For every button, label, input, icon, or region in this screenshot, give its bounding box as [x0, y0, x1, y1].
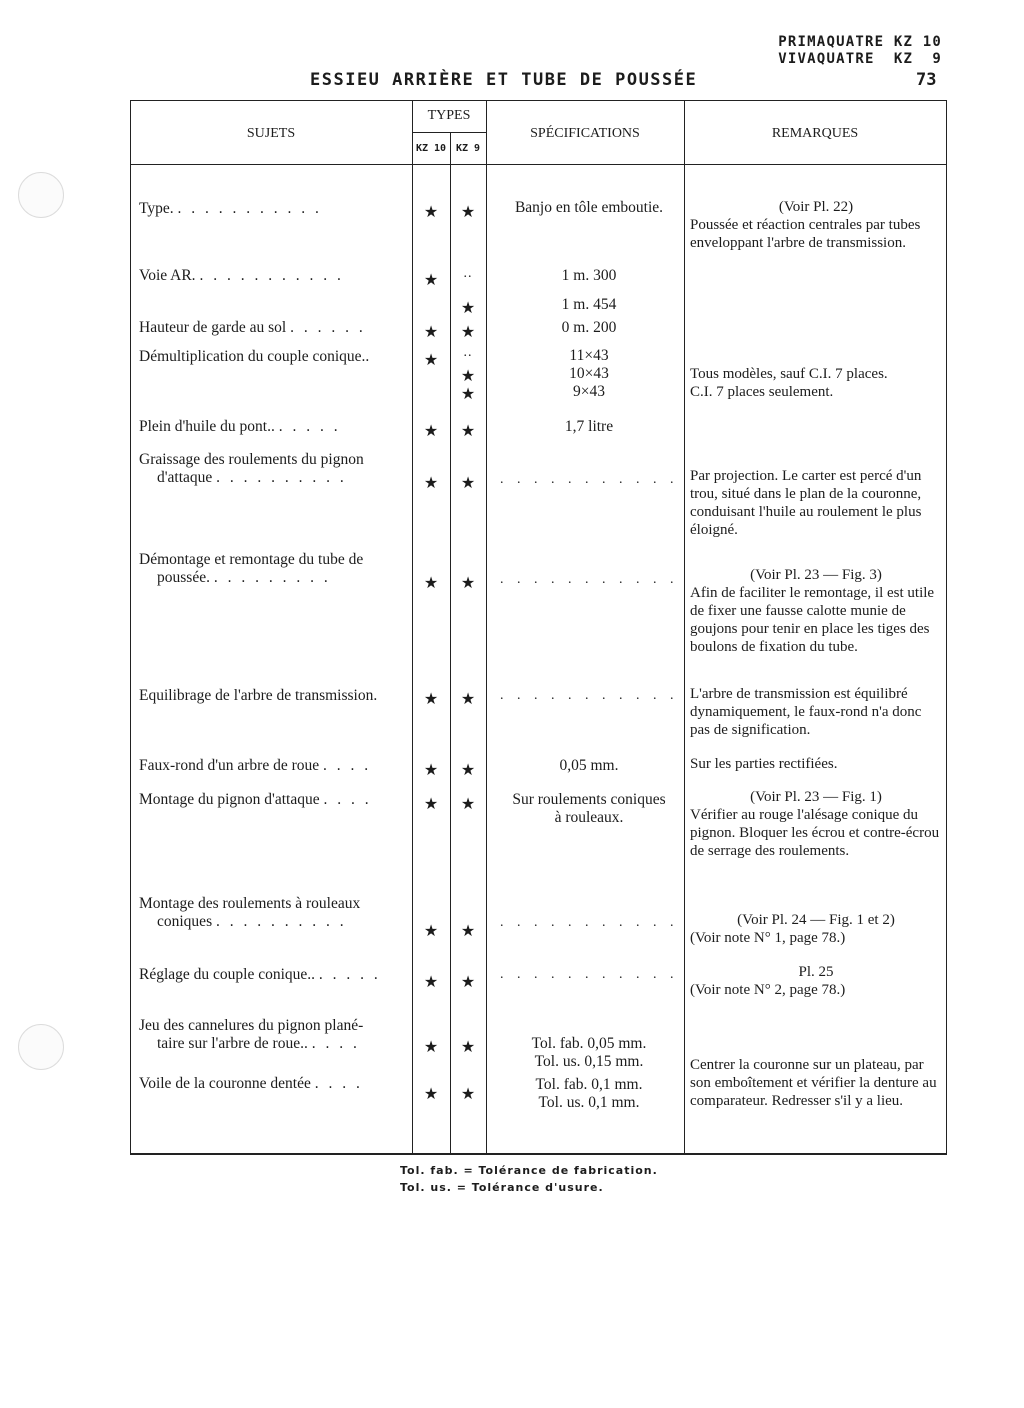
kz9-check: ★ [460, 368, 476, 385]
kz10-check: ★ [423, 923, 439, 940]
col-border-right [946, 100, 947, 1154]
kz9-check: .. [463, 345, 473, 360]
kz9-check: ★ [460, 324, 476, 341]
remark-cell: Centrer la couronne sur un plateau, par son emboîtement et vérifier la denture au comparateur. Redresser s'il y a lieu. [690, 1057, 937, 1109]
header-remarks: REMARQUES [771, 126, 859, 141]
spec-cell: 11×43 10×43 9×43 [569, 347, 609, 400]
remark-cell: Sur les parties rectifiées. [690, 756, 838, 772]
remark-cell: (Voir Pl. 23 — Fig. 3) Afin de faciliter le remontage, il est utile de fixer une fausse calotte munie de goujons pour tenir en place les tiges des boulons de fixation du tube. [690, 567, 935, 655]
kz9-check: ★ [460, 386, 476, 403]
col-border-spec [486, 100, 487, 1154]
table-row-subject: Démontage et remontage du tube de poussée. . . . . . . . . . [139, 551, 364, 586]
remark-cell: L'arbre de transmission est équilibré dynamiquement, le faux-rond n'a donc pas de signification. [690, 686, 922, 738]
spec-cell: 1 m. 300 [561, 267, 617, 284]
spec-cell: 1,7 litre [564, 418, 614, 435]
table-row-subject: Jeu des cannelures du pignon plané- taire sur l'arbre de roue.. . . . . [139, 1017, 364, 1052]
kz9-check: ★ [460, 1039, 476, 1056]
kz10-check: ★ [423, 575, 439, 592]
remark-cell: (Voir Pl. 23 — Fig. 1) Vérifier au rouge l'alésage conique du pignon. Bloquer les écrou et contre-écrou de serrage des roulements. [690, 789, 940, 859]
table-row-subject: Faux-rond d'un arbre de roue . . . . [139, 757, 372, 774]
kz9-check: ★ [460, 204, 476, 221]
col-border-remarks [684, 100, 685, 1154]
kz9-check: ★ [460, 1086, 476, 1103]
table-row-subject: Type. . . . . . . . . . . . [139, 200, 322, 217]
kz10-check: ★ [423, 272, 439, 289]
kz9-check: ★ [460, 762, 476, 779]
table-top-rule [130, 100, 947, 101]
kz9-check: ★ [460, 475, 476, 492]
kz10-check: ★ [423, 1039, 439, 1056]
spec-cell: Sur roulements coniques à rouleaux. [512, 791, 666, 826]
table-row-subject: Graissage des roulements du pignon d'attaque . . . . . . . . . . [139, 451, 364, 486]
kz9-check: ★ [460, 974, 476, 991]
kz9-check: ★ [460, 691, 476, 708]
spec-cell: 1 m. 454 [561, 296, 617, 313]
header-specifications: SPÉCIFICATIONS [530, 126, 640, 141]
remark-cell: (Voir Pl. 22) Poussée et réaction centrales par tubes enveloppant l'arbre de transmission. [690, 199, 921, 251]
kz9-check: .. [463, 266, 473, 281]
table-bottom-rule [130, 1153, 947, 1155]
header-subjects: SUJETS [246, 126, 296, 141]
kz10-check: ★ [423, 691, 439, 708]
spec-cell: Tol. fab. 0,05 mm. Tol. us. 0,15 mm. [531, 1035, 647, 1070]
col-border-left [130, 100, 131, 1154]
table-row-subject: Réglage du couple conique.. . . . . . [139, 966, 381, 983]
table-row-subject: Montage des roulements à rouleaux coniques . . . . . . . . . . [139, 895, 361, 930]
table-row-subject: Voie AR. . . . . . . . . . . . [139, 267, 344, 284]
spec-cell: . . . . . . . . . . . [500, 472, 679, 487]
table-row-subject: Plein d'huile du pont.. . . . . . [139, 418, 341, 435]
table-row-subject: Equilibrage de l'arbre de transmission. [139, 687, 378, 704]
kz10-check: ★ [423, 324, 439, 341]
table-row-subject: Hauteur de garde au sol . . . . . . [139, 319, 366, 336]
kz10-check: ★ [423, 1086, 439, 1103]
remark-cell: Par projection. Le carter est percé d'un trou, situé dans le plan de la couronne, conduisant l'huile au roulement le plus éloigné. [690, 468, 922, 538]
spec-cell: . . . . . . . . . . . [500, 967, 679, 982]
col-border-types [412, 100, 413, 1154]
types-split-rule [412, 132, 486, 133]
kz10-check: ★ [423, 423, 439, 440]
spec-cell: . . . . . . . . . . . [500, 915, 679, 930]
punch-hole [18, 172, 64, 218]
spec-cell: . . . . . . . . . . . [500, 688, 679, 703]
kz9-check: ★ [460, 575, 476, 592]
kz10-check: ★ [423, 475, 439, 492]
kz10-check: ★ [423, 204, 439, 221]
table-row-subject: Démultiplication du couple conique.. [139, 348, 370, 365]
spec-cell: Banjo en tôle emboutie. [514, 199, 664, 216]
header-kz10: KZ 10 [415, 143, 447, 154]
remark-cell: (Voir Pl. 24 — Fig. 1 et 2) (Voir note N° 1, page 78.) [690, 912, 895, 946]
kz9-check: ★ [460, 423, 476, 440]
col-border-kz [450, 132, 451, 1154]
header-kz9: KZ 9 [455, 143, 481, 154]
header-types: TYPES [427, 108, 471, 123]
model-line-2: VIVAQUATRE KZ 9 [778, 51, 942, 67]
spec-cell: . . . . . . . . . . . [500, 572, 679, 587]
page-title: ESSIEU ARRIÈRE ET TUBE DE POUSSÉE [310, 70, 698, 90]
spec-cell: 0 m. 200 [561, 319, 617, 336]
model-line-1: PRIMAQUATRE KZ 10 [778, 34, 942, 50]
kz10-check: ★ [423, 762, 439, 779]
footnote-fabrication: Tol. fab. = Tolérance de fabrication. [400, 1164, 658, 1177]
table-header-rule [130, 164, 947, 165]
table-row-subject: Montage du pignon d'attaque . . . . [139, 791, 372, 808]
spec-cell: Tol. fab. 0,1 mm. Tol. us. 0,1 mm. [535, 1076, 643, 1111]
kz10-check: ★ [423, 352, 439, 369]
page-number: 73 [916, 70, 937, 90]
kz9-check: ★ [460, 796, 476, 813]
spec-cell: 0,05 mm. [559, 757, 619, 774]
remark-cell: Tous modèles, sauf C.I. 7 places. C.I. 7 places seulement. [690, 366, 888, 400]
kz9-check: ★ [460, 300, 476, 317]
kz9-check: ★ [460, 923, 476, 940]
table-row-subject: Voile de la couronne dentée . . . . [139, 1075, 363, 1092]
kz10-check: ★ [423, 796, 439, 813]
remark-cell: Pl. 25 (Voir note N° 2, page 78.) [690, 964, 846, 998]
footnote-usure: Tol. us. = Tolérance d'usure. [400, 1181, 604, 1194]
punch-hole [18, 1024, 64, 1070]
kz10-check: ★ [423, 974, 439, 991]
